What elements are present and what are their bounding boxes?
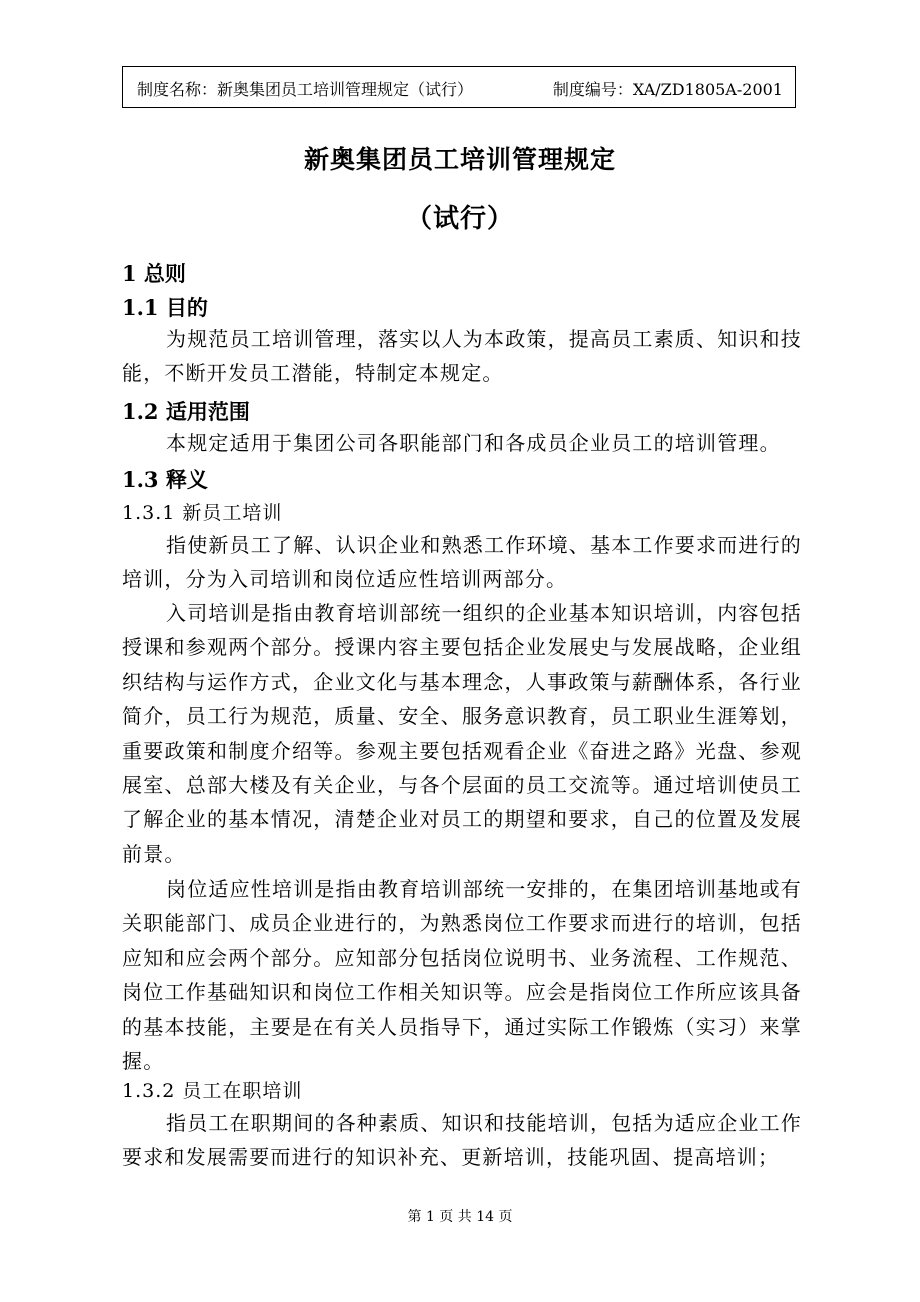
- section-heading-1-1: 1.1 目的: [122, 295, 208, 320]
- document-title: 新奥集团员工培训管理规定: [303, 145, 616, 174]
- paragraph-post-adaptation-training: 岗位适应性培训是指由教育培训部统一安排的，在集团培训基地或有关职能部门、成员企业进行的，为熟悉岗位工作要求而进行的培训，包括应知和应会两个部分。应知部分包括岗位说明书、业务流程、工作规范、岗位工作基础知识和岗位工作相关知识等。应会是指岗位工作所应该具备的基本技能，主要是在有关人员指导下，通过实际工作锻炼（实习）来掌握。: [122, 877, 802, 1074]
- section-heading-1-3-1: 1.3.1 新员工培训: [122, 502, 283, 524]
- paragraph-in-service-training: 指员工在职期间的各种素质、知识和技能培训，包括为适应企业工作要求和发展需要而进行的知识补充、更新培训，技能巩固、提高培训；: [122, 1111, 802, 1170]
- system-name: 制度名称：新奥集团员工培训管理规定（试行）: [137, 80, 474, 99]
- system-number: 制度编号：XA/ZD1805A-2001: [552, 80, 783, 99]
- section-heading-1-2: 1.2 适用范围: [122, 399, 250, 424]
- document-subtitle: （试行）: [405, 204, 514, 234]
- section-heading-1-3: 1.3 释义: [122, 467, 208, 492]
- page-footer: 第 1 页 共 14 页: [407, 1209, 513, 1225]
- section-heading-1: 1 总则: [122, 261, 186, 286]
- paragraph-onboarding-training: 入司培训是指由教育培训部统一组织的企业基本知识培训，内容包括授课和参观两个部分。授课内容主要包括企业发展史与发展战略，企业组织结构与运作方式，企业文化与基本理念，人事政策与薪酬体系，各行业简介，员工行为规范，质量、安全、服务意识教育，员工职业生涯筹划，重要政策和制度介绍等。参观主要包括观看企业《奋进之路》光盘、参观展室、总部大楼及有关企业，与各个层面的员工交流等。通过培训使员工了解企业的基本情况，清楚企业对员工的期望和要求，自己的位置及发展前景。: [122, 601, 802, 866]
- section-heading-1-3-2: 1.3.2 员工在职培训: [122, 1080, 303, 1102]
- paragraph-scope: 本规定适用于集团公司各职能部门和各成员企业员工的培训管理。: [166, 431, 781, 455]
- paragraph-new-staff-definition: 指使新员工了解、认识企业和熟悉工作环境、基本工作要求而进行的培训，分为入司培训和岗位适应性培训两部分。: [122, 533, 802, 592]
- document-header: [122, 66, 796, 108]
- paragraph-purpose: 为规范员工培训管理，落实以人为本政策，提高员工素质、知识和技能，不断开发员工潜能，特制定本规定。: [122, 327, 802, 386]
